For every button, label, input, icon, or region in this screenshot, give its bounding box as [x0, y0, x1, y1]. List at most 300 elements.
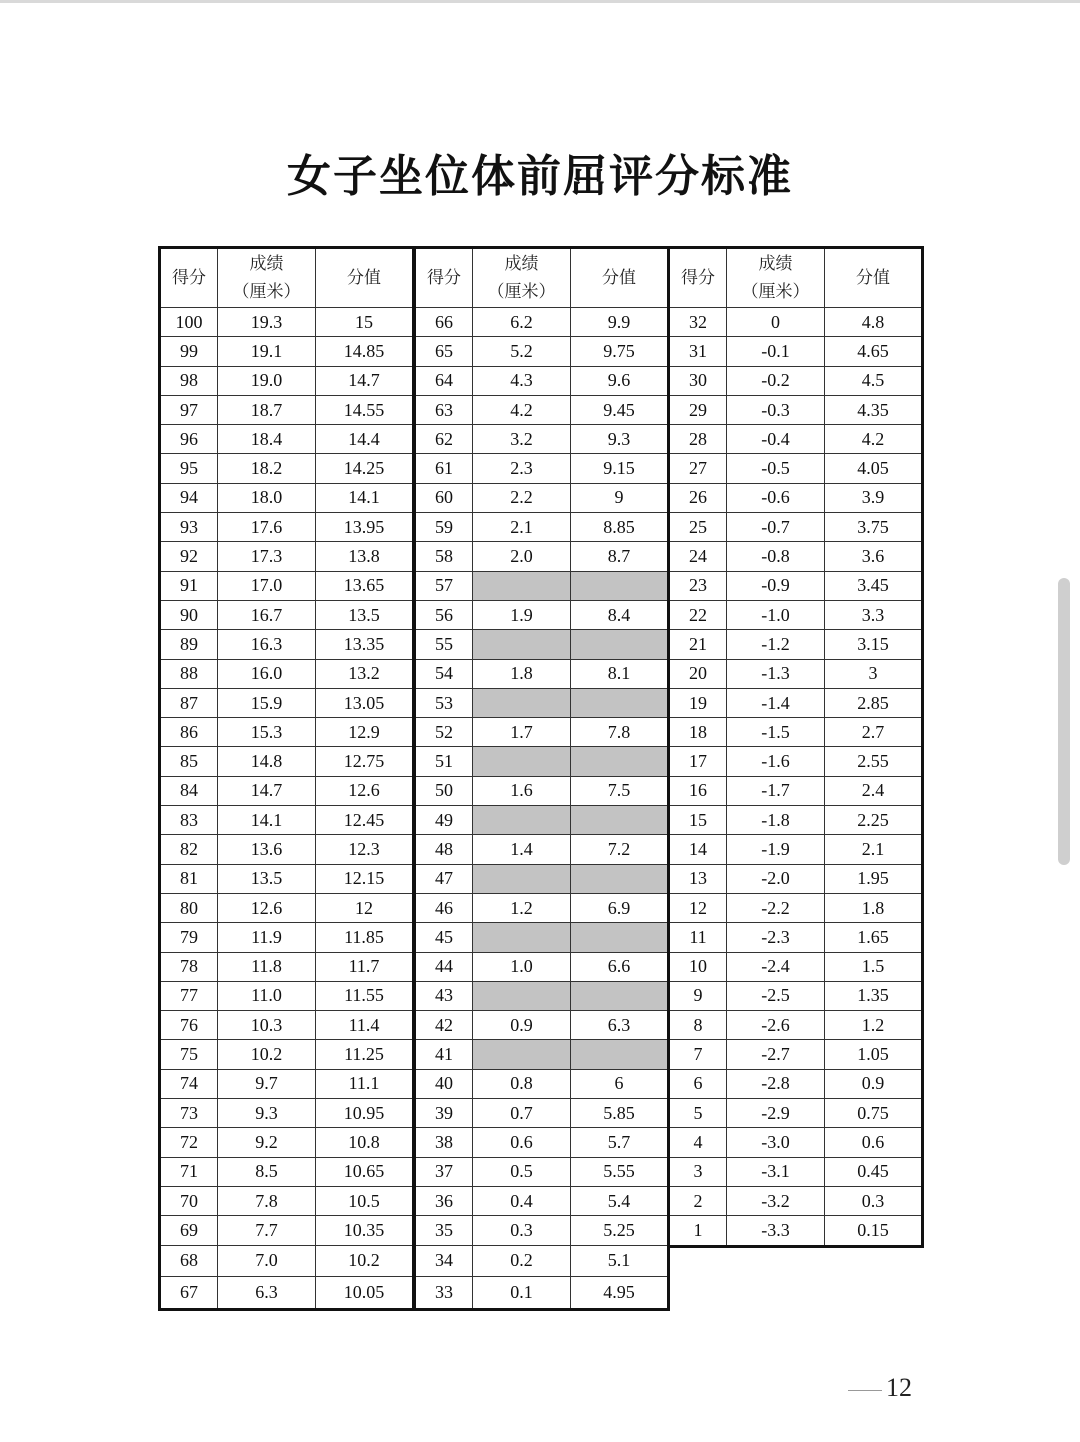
- result-cell: 1.6: [473, 776, 571, 805]
- result-cell: -2.3: [727, 923, 825, 952]
- table-row: [160, 1069, 414, 1098]
- table-row: [669, 1099, 923, 1128]
- points-cell: 0.15: [825, 1216, 923, 1246]
- score-cell: 3: [669, 1157, 727, 1186]
- result-cell: 0.9: [473, 1011, 571, 1040]
- result-cell: 6.3: [218, 1277, 316, 1310]
- result-cell: 11.0: [218, 981, 316, 1010]
- score-cell: 73: [160, 1099, 218, 1128]
- table-row: [160, 1245, 414, 1277]
- points-cell: 3.9: [825, 483, 923, 512]
- score-cell: 45: [415, 923, 473, 952]
- points-cell: 1.65: [825, 923, 923, 952]
- result-cell: 1.0: [473, 952, 571, 981]
- score-table-block-1: [158, 246, 415, 1311]
- table-row: [160, 1128, 414, 1157]
- score-cell: 43: [415, 981, 473, 1010]
- result-cell: 0.3: [473, 1216, 571, 1245]
- result-cell: -1.8: [727, 806, 825, 835]
- points-cell: 11.7: [316, 952, 414, 981]
- score-cell: 8: [669, 1011, 727, 1040]
- result-cell: 1.2: [473, 893, 571, 922]
- points-cell: [571, 571, 669, 600]
- result-cell: -1.0: [727, 600, 825, 629]
- table-row: [415, 1099, 669, 1128]
- result-cell: -1.5: [727, 718, 825, 747]
- table-row: [160, 542, 414, 571]
- result-cell: -2.8: [727, 1069, 825, 1098]
- score-cell: 15: [669, 806, 727, 835]
- score-cell: 5: [669, 1099, 727, 1128]
- table-row: [415, 1216, 669, 1245]
- result-cell: 0.7: [473, 1099, 571, 1128]
- result-cell: 7.7: [218, 1216, 316, 1245]
- score-cell: 95: [160, 454, 218, 483]
- points-cell: 2.4: [825, 776, 923, 805]
- table-row: [669, 571, 923, 600]
- points-cell: 15: [316, 308, 414, 337]
- result-cell: -3.3: [727, 1216, 825, 1246]
- result-cell: 8.5: [218, 1157, 316, 1186]
- result-cell: 0: [727, 308, 825, 337]
- result-cell: 0.6: [473, 1128, 571, 1157]
- score-cell: 37: [415, 1157, 473, 1186]
- table-row: [160, 688, 414, 717]
- result-cell: 19.0: [218, 366, 316, 395]
- points-cell: [571, 747, 669, 776]
- result-cell: 5.2: [473, 337, 571, 366]
- header-result-unit: （厘米）: [487, 282, 556, 302]
- table-row: [669, 659, 923, 688]
- table-row: [415, 513, 669, 542]
- table-row: [160, 776, 414, 805]
- score-cell: 25: [669, 513, 727, 542]
- header-points: 分值: [316, 248, 414, 308]
- points-cell: 3.15: [825, 630, 923, 659]
- table-row: [160, 718, 414, 747]
- table-row: [415, 659, 669, 688]
- table-row: [160, 806, 414, 835]
- top-rule: [0, 0, 1080, 3]
- score-cell: 81: [160, 864, 218, 893]
- table-row: [669, 513, 923, 542]
- score-cell: 68: [160, 1245, 218, 1277]
- points-cell: 14.1: [316, 483, 414, 512]
- points-cell: 2.7: [825, 718, 923, 747]
- result-cell: [473, 747, 571, 776]
- result-cell: -2.4: [727, 952, 825, 981]
- points-cell: 10.05: [316, 1277, 414, 1310]
- score-cell: 49: [415, 806, 473, 835]
- points-cell: 7.5: [571, 776, 669, 805]
- points-cell: 13.05: [316, 688, 414, 717]
- result-cell: 18.7: [218, 395, 316, 424]
- score-cell: 96: [160, 425, 218, 454]
- header-result-unit: （厘米）: [741, 282, 810, 302]
- points-cell: 13.65: [316, 571, 414, 600]
- table-row: [415, 1011, 669, 1040]
- points-cell: 3.6: [825, 542, 923, 571]
- result-cell: 16.0: [218, 659, 316, 688]
- result-cell: 7.8: [218, 1186, 316, 1215]
- points-cell: 12.75: [316, 747, 414, 776]
- points-cell: 0.75: [825, 1099, 923, 1128]
- score-cell: 65: [415, 337, 473, 366]
- result-cell: [473, 864, 571, 893]
- header-score: 得分: [415, 248, 473, 308]
- result-cell: -0.1: [727, 337, 825, 366]
- result-cell: 3.2: [473, 425, 571, 454]
- points-cell: 1.05: [825, 1040, 923, 1069]
- result-cell: 0.1: [473, 1277, 571, 1310]
- table-header-row: [669, 248, 923, 308]
- score-cell: 66: [415, 308, 473, 337]
- scrollbar-thumb[interactable]: [1058, 578, 1070, 865]
- result-cell: 11.9: [218, 923, 316, 952]
- result-cell: 1.9: [473, 600, 571, 629]
- table-row: [415, 630, 669, 659]
- table-row: [415, 806, 669, 835]
- header-points: 分值: [571, 248, 669, 308]
- score-cell: 36: [415, 1186, 473, 1215]
- points-cell: 2.25: [825, 806, 923, 835]
- points-cell: 4.5: [825, 366, 923, 395]
- result-cell: [473, 630, 571, 659]
- points-cell: 10.35: [316, 1216, 414, 1245]
- result-cell: -1.4: [727, 688, 825, 717]
- table-header-row: [160, 248, 414, 308]
- result-cell: -2.5: [727, 981, 825, 1010]
- points-cell: 4.2: [825, 425, 923, 454]
- result-cell: 14.1: [218, 806, 316, 835]
- score-cell: 2: [669, 1186, 727, 1215]
- score-cell: 47: [415, 864, 473, 893]
- score-cell: 83: [160, 806, 218, 835]
- score-cell: 89: [160, 630, 218, 659]
- table-row: [160, 864, 414, 893]
- result-cell: 4.2: [473, 395, 571, 424]
- points-cell: 0.45: [825, 1157, 923, 1186]
- score-cell: 19: [669, 688, 727, 717]
- table-row: [415, 952, 669, 981]
- score-cell: 39: [415, 1099, 473, 1128]
- score-cell: 75: [160, 1040, 218, 1069]
- table-row: [669, 1216, 923, 1246]
- table-row: [415, 1128, 669, 1157]
- result-cell: 4.3: [473, 366, 571, 395]
- score-cell: 97: [160, 395, 218, 424]
- points-cell: 5.1: [571, 1245, 669, 1277]
- score-cell: 28: [669, 425, 727, 454]
- score-cell: 31: [669, 337, 727, 366]
- result-cell: 11.8: [218, 952, 316, 981]
- result-cell: 0.5: [473, 1157, 571, 1186]
- result-cell: 10.2: [218, 1040, 316, 1069]
- points-cell: 1.2: [825, 1011, 923, 1040]
- table-row: [669, 1157, 923, 1186]
- table-row: [415, 923, 669, 952]
- table-row: [669, 630, 923, 659]
- table-row: [415, 1186, 669, 1215]
- score-cell: 56: [415, 600, 473, 629]
- score-cell: 42: [415, 1011, 473, 1040]
- score-cell: 48: [415, 835, 473, 864]
- result-cell: 2.1: [473, 513, 571, 542]
- table-row: [160, 1216, 414, 1245]
- table-row: [669, 864, 923, 893]
- score-cell: 69: [160, 1216, 218, 1245]
- score-cell: 17: [669, 747, 727, 776]
- header-score: 得分: [669, 248, 727, 308]
- score-cell: 51: [415, 747, 473, 776]
- result-cell: -0.6: [727, 483, 825, 512]
- table-row: [415, 337, 669, 366]
- score-cell: 72: [160, 1128, 218, 1157]
- points-cell: 4.35: [825, 395, 923, 424]
- result-cell: 1.8: [473, 659, 571, 688]
- table-row: [160, 1157, 414, 1186]
- score-cell: 70: [160, 1186, 218, 1215]
- result-cell: 9.7: [218, 1069, 316, 1098]
- table-row: [669, 337, 923, 366]
- score-cell: 76: [160, 1011, 218, 1040]
- table-row: [160, 1040, 414, 1069]
- points-cell: 10.95: [316, 1099, 414, 1128]
- points-cell: 5.25: [571, 1216, 669, 1245]
- header-points: 分值: [825, 248, 923, 308]
- points-cell: 13.5: [316, 600, 414, 629]
- table-row: [415, 747, 669, 776]
- result-cell: -0.9: [727, 571, 825, 600]
- result-cell: 10.3: [218, 1011, 316, 1040]
- score-cell: 23: [669, 571, 727, 600]
- result-cell: 18.4: [218, 425, 316, 454]
- table-row: [160, 425, 414, 454]
- points-cell: 11.4: [316, 1011, 414, 1040]
- table-row: [669, 454, 923, 483]
- result-cell: 16.7: [218, 600, 316, 629]
- table-row: [160, 1186, 414, 1215]
- points-cell: [571, 864, 669, 893]
- header-result-unit: （厘米）: [232, 282, 301, 302]
- points-cell: 4.05: [825, 454, 923, 483]
- result-cell: 14.7: [218, 776, 316, 805]
- score-cell: 93: [160, 513, 218, 542]
- points-cell: 11.55: [316, 981, 414, 1010]
- table-row: [160, 952, 414, 981]
- table-row: [415, 483, 669, 512]
- header-result-label: 成绩: [249, 254, 284, 274]
- result-cell: 1.7: [473, 718, 571, 747]
- score-cell: 67: [160, 1277, 218, 1310]
- score-cell: 14: [669, 835, 727, 864]
- points-cell: 10.8: [316, 1128, 414, 1157]
- points-cell: 12.6: [316, 776, 414, 805]
- points-cell: 11.85: [316, 923, 414, 952]
- table-row: [669, 776, 923, 805]
- result-cell: 18.2: [218, 454, 316, 483]
- table-row: [669, 542, 923, 571]
- table-row: [415, 600, 669, 629]
- points-cell: 2.1: [825, 835, 923, 864]
- result-cell: -2.2: [727, 893, 825, 922]
- table-row: [669, 483, 923, 512]
- score-cell: 35: [415, 1216, 473, 1245]
- result-cell: -3.0: [727, 1128, 825, 1157]
- points-cell: 0.6: [825, 1128, 923, 1157]
- result-cell: -0.2: [727, 366, 825, 395]
- score-cell: 85: [160, 747, 218, 776]
- header-result-label: 成绩: [758, 254, 793, 274]
- points-cell: [571, 981, 669, 1010]
- points-cell: 14.7: [316, 366, 414, 395]
- points-cell: 12.3: [316, 835, 414, 864]
- points-cell: 1.95: [825, 864, 923, 893]
- score-cell: 57: [415, 571, 473, 600]
- points-cell: 14.55: [316, 395, 414, 424]
- table-row: [415, 542, 669, 571]
- points-cell: 14.25: [316, 454, 414, 483]
- score-cell: 79: [160, 923, 218, 952]
- points-cell: 14.4: [316, 425, 414, 454]
- points-cell: 12.15: [316, 864, 414, 893]
- score-cell: 71: [160, 1157, 218, 1186]
- score-cell: 91: [160, 571, 218, 600]
- table-row: [669, 952, 923, 981]
- table-row: [160, 571, 414, 600]
- result-cell: 17.6: [218, 513, 316, 542]
- points-cell: 2.85: [825, 688, 923, 717]
- points-cell: 8.7: [571, 542, 669, 571]
- score-cell: 26: [669, 483, 727, 512]
- table-row: [415, 776, 669, 805]
- score-cell: 21: [669, 630, 727, 659]
- table-row: [669, 806, 923, 835]
- points-cell: 6.6: [571, 952, 669, 981]
- result-cell: 0.2: [473, 1245, 571, 1277]
- result-cell: -3.1: [727, 1157, 825, 1186]
- points-cell: 6: [571, 1069, 669, 1098]
- score-cell: 74: [160, 1069, 218, 1098]
- table-row: [160, 630, 414, 659]
- score-cell: 59: [415, 513, 473, 542]
- result-cell: -1.3: [727, 659, 825, 688]
- score-cell: 10: [669, 952, 727, 981]
- score-cell: 22: [669, 600, 727, 629]
- table-row: [415, 981, 669, 1010]
- result-cell: 14.8: [218, 747, 316, 776]
- score-cell: 41: [415, 1040, 473, 1069]
- points-cell: [571, 630, 669, 659]
- points-cell: 7.2: [571, 835, 669, 864]
- result-cell: [473, 1040, 571, 1069]
- points-cell: 11.1: [316, 1069, 414, 1098]
- score-cell: 62: [415, 425, 473, 454]
- result-cell: 13.5: [218, 864, 316, 893]
- result-cell: 17.3: [218, 542, 316, 571]
- result-cell: 9.2: [218, 1128, 316, 1157]
- points-cell: 12.9: [316, 718, 414, 747]
- result-cell: -1.6: [727, 747, 825, 776]
- result-cell: 0.4: [473, 1186, 571, 1215]
- header-score: 得分: [160, 248, 218, 308]
- header-result-label: 成绩: [504, 254, 539, 274]
- points-cell: 1.5: [825, 952, 923, 981]
- score-cell: 61: [415, 454, 473, 483]
- score-cell: 4: [669, 1128, 727, 1157]
- points-cell: 1.35: [825, 981, 923, 1010]
- table-row: [669, 688, 923, 717]
- points-cell: 3.3: [825, 600, 923, 629]
- points-cell: 13.35: [316, 630, 414, 659]
- score-cell: 60: [415, 483, 473, 512]
- table-row: [669, 981, 923, 1010]
- table-row: [415, 454, 669, 483]
- points-cell: 4.95: [571, 1277, 669, 1310]
- score-cell: 38: [415, 1128, 473, 1157]
- points-cell: 0.3: [825, 1186, 923, 1215]
- score-cell: 13: [669, 864, 727, 893]
- points-cell: 9.6: [571, 366, 669, 395]
- result-cell: 15.3: [218, 718, 316, 747]
- table-row: [415, 1040, 669, 1069]
- points-cell: 3: [825, 659, 923, 688]
- table-row: [415, 571, 669, 600]
- points-cell: [571, 1040, 669, 1069]
- score-cell: 27: [669, 454, 727, 483]
- points-cell: 10.5: [316, 1186, 414, 1215]
- table-row: [415, 395, 669, 424]
- result-cell: -0.8: [727, 542, 825, 571]
- table-row: [160, 395, 414, 424]
- page-number: [848, 1373, 912, 1403]
- points-cell: 14.85: [316, 337, 414, 366]
- result-cell: [473, 688, 571, 717]
- result-cell: -0.7: [727, 513, 825, 542]
- points-cell: 8.4: [571, 600, 669, 629]
- result-cell: 2.0: [473, 542, 571, 571]
- score-cell: 7: [669, 1040, 727, 1069]
- result-cell: -1.7: [727, 776, 825, 805]
- score-cell: 24: [669, 542, 727, 571]
- result-cell: [473, 806, 571, 835]
- points-cell: 9.45: [571, 395, 669, 424]
- score-cell: 94: [160, 483, 218, 512]
- score-cell: 6: [669, 1069, 727, 1098]
- result-cell: -2.0: [727, 864, 825, 893]
- score-cell: 54: [415, 659, 473, 688]
- score-cell: 40: [415, 1069, 473, 1098]
- points-cell: 9.15: [571, 454, 669, 483]
- result-cell: 15.9: [218, 688, 316, 717]
- table-row: [669, 893, 923, 922]
- points-cell: 8.85: [571, 513, 669, 542]
- result-cell: 9.3: [218, 1099, 316, 1128]
- table-row: [160, 600, 414, 629]
- table-row: [669, 308, 923, 337]
- points-cell: 7.8: [571, 718, 669, 747]
- score-cell: 92: [160, 542, 218, 571]
- table-row: [669, 1069, 923, 1098]
- score-cell: 12: [669, 893, 727, 922]
- table-row: [669, 1128, 923, 1157]
- table-row: [160, 981, 414, 1010]
- points-cell: [571, 923, 669, 952]
- result-cell: -2.6: [727, 1011, 825, 1040]
- points-cell: 9.9: [571, 308, 669, 337]
- result-cell: 2.3: [473, 454, 571, 483]
- table-row: [669, 923, 923, 952]
